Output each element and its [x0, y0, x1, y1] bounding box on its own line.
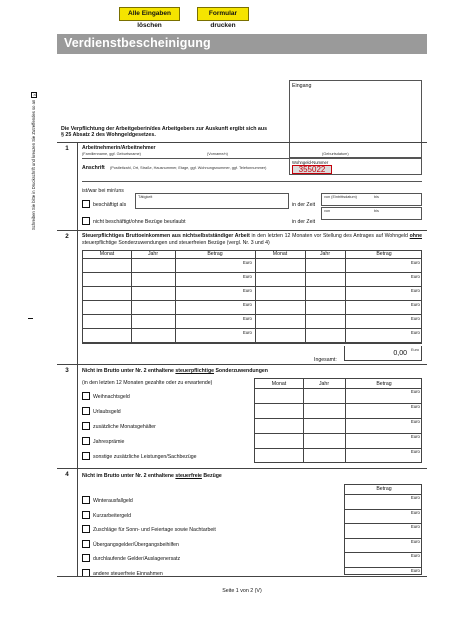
employment-period-field[interactable]	[321, 193, 422, 206]
table-row	[83, 286, 421, 287]
grid-col-line	[345, 379, 346, 462]
bonus-item-checkbox[interactable]	[82, 422, 90, 430]
legal-notice: Die Verpflichtung der Arbeitgeberin/des Arbeitgebers zur Auskunft ergibt sich aus § 25 Absatz 2 des Wohngeldgesetzes.	[61, 126, 268, 139]
table-row	[83, 314, 421, 315]
col-amount-2: Betrag	[376, 251, 392, 257]
currency-label: Euro	[411, 567, 420, 573]
from-hint: von	[324, 209, 331, 213]
job-title-field[interactable]	[135, 193, 289, 209]
section-2-number: 2	[65, 233, 69, 240]
sample-checkbox-mark: X	[31, 93, 37, 97]
housing-benefit-number-field[interactable]: 355022	[292, 165, 332, 174]
section-2-text-a: Steuerpflichtiges Bruttoeinkommen aus nichtselbstständiger Arbeit	[82, 233, 250, 239]
col-amount-1: Betrag	[207, 251, 223, 257]
currency-label: Euro	[411, 524, 420, 529]
surname-hint: (Familienname, ggf. Geburtsname)	[82, 152, 141, 156]
table-row	[255, 433, 421, 434]
currency-label: Euro	[411, 260, 420, 265]
grid-col-line	[345, 251, 346, 343]
table-row	[83, 300, 421, 301]
bonus-item-label: Jahresprämie	[93, 439, 125, 445]
print-form-button[interactable]: Formular drucken	[197, 7, 249, 21]
housing-benefit-number-label: Wohngeld-Nummer	[292, 160, 329, 165]
currency-label: Euro	[411, 419, 420, 424]
section-3-margin-line	[77, 364, 78, 468]
table-row	[83, 258, 421, 259]
employed-as-checkbox[interactable]	[82, 200, 90, 208]
form-end-divider	[57, 576, 427, 577]
tax-free-table	[344, 484, 422, 575]
table-row	[345, 494, 421, 495]
bonus-col-amount: Betrag	[376, 381, 392, 387]
period-label-2: in der Zeit	[292, 219, 316, 225]
section-4-title	[82, 473, 222, 479]
currency-label: Euro	[411, 538, 420, 544]
grid-col-line	[305, 251, 306, 343]
currency-label: Euro	[411, 302, 420, 307]
currency-label: Euro	[243, 316, 252, 321]
bonus-item-checkbox[interactable]	[82, 452, 90, 460]
first-name-hint: (Vorname/n)	[207, 152, 228, 156]
table-row	[83, 328, 421, 329]
section-4-title-a: Nicht im Brutto unter Nr. 2 enthaltene	[82, 473, 176, 479]
receipt-stamp-box	[289, 80, 422, 158]
currency-label: Euro	[411, 316, 420, 321]
table-row	[345, 567, 421, 568]
table-row	[255, 448, 421, 449]
sidebar-instruction	[28, 42, 40, 242]
leave-period-field[interactable]	[321, 207, 422, 220]
section-3-number: 3	[65, 367, 69, 374]
tax-free-item-checkbox[interactable]	[82, 525, 90, 533]
grid-col-line	[131, 251, 132, 343]
grid-col-line	[303, 379, 304, 462]
section-4-number: 4	[65, 471, 69, 478]
page-title: Verdienstbescheinigung	[64, 36, 211, 50]
employee-heading: Arbeitnehmerin/Arbeitnehmer	[82, 145, 156, 151]
bonus-table	[254, 378, 422, 463]
tax-free-item-checkbox[interactable]	[82, 511, 90, 519]
currency-label: Euro	[411, 509, 420, 515]
currency-label: Euro	[411, 404, 420, 409]
grid-col-line	[255, 251, 256, 343]
currency-label: Euro	[243, 302, 252, 307]
section-2-text-c: ohne	[409, 233, 423, 239]
bonus-item-label: Urlaubsgeld	[93, 409, 121, 415]
total-amount-value: 0,00	[393, 350, 407, 357]
section-1-number: 1	[65, 145, 69, 152]
section-3-title	[82, 368, 268, 374]
bonus-item-checkbox[interactable]	[82, 407, 90, 415]
table-row	[83, 272, 421, 273]
section-4-divider	[57, 468, 427, 469]
currency-label: Euro	[243, 274, 252, 279]
employed-intro: ist/war bei mir/uns	[82, 188, 124, 194]
bonus-item-checkbox[interactable]	[82, 392, 90, 400]
title-bar	[57, 34, 427, 54]
section-2-text-d: steuerpflichtige Sonderzuwendungen und steuerfreien Bezüge (vergl. Nr. 3 und 4)	[82, 239, 270, 246]
page-number: Seite 1 von 2 (V)	[222, 588, 262, 594]
section-3-title-b: steuerpflichtige	[175, 368, 215, 374]
tax-free-item-label: Kurzarbeitergeld	[93, 512, 132, 519]
col-year-1: Jahr	[147, 251, 159, 257]
tax-free-item-checkbox[interactable]	[82, 554, 90, 562]
section-2-text-b: in den letzten 12 Monaten vor Stellung des Antrages auf Wohngeld	[249, 233, 410, 239]
col-month-1: Monat	[99, 251, 115, 257]
fold-mark	[28, 318, 33, 319]
currency-label: Euro	[411, 553, 420, 558]
bonus-col-month: Monat	[271, 381, 287, 387]
currency-label: Euro	[411, 274, 420, 279]
bonus-item-label: Weihnachtsgeld	[93, 394, 130, 400]
grid-col-line	[175, 251, 176, 343]
address-label: Anschrift	[82, 165, 105, 171]
income-table	[82, 250, 422, 344]
job-title-hint: Tätigkeit	[138, 195, 153, 199]
section-3-title-c: Sonderzuwendungen	[214, 368, 268, 374]
employed-as-label: beschäftigt als	[93, 202, 127, 208]
table-row	[255, 403, 421, 404]
tax-free-item-checkbox[interactable]	[82, 496, 90, 504]
table-row	[345, 509, 421, 510]
section-3-title-a: Nicht im Brutto unter Nr. 2 enthaltene	[82, 368, 176, 374]
bonus-item-label: sonstige zusätzliche Leistungen/Sachbezüge	[93, 454, 197, 460]
name-field[interactable]	[82, 158, 422, 159]
table-row	[345, 552, 421, 553]
section-2-divider	[57, 230, 427, 231]
clear-all-button[interactable]: Alle Eingaben löschen	[119, 7, 180, 21]
tax-free-item-label: Winterausfallgeld	[93, 498, 133, 504]
table-row	[345, 523, 421, 524]
tax-free-item-checkbox[interactable]	[82, 540, 90, 548]
bonus-col-year: Jahr	[318, 381, 330, 387]
section-2-description	[82, 233, 422, 246]
table-row	[255, 418, 421, 419]
sidebar-instruction-text: Schreiben Sie bitte in Druckschrift und kreuzen Sie Zutreffendes so an	[31, 99, 36, 230]
bonus-item-checkbox[interactable]	[82, 437, 90, 445]
currency-label: Euro	[411, 495, 420, 500]
section-3-divider	[57, 364, 427, 365]
total-label: Ingesamt:	[314, 357, 337, 363]
currency-label: Euro	[243, 288, 252, 293]
address-hint: (Postleitzahl, Ort, Straße, Hausnummer, Etage, ggf. Wohnungsnummer, ggf. Telefonnummer)	[110, 166, 267, 170]
tax-free-item-label: andere steuerfreie Einnahmen	[93, 570, 163, 577]
housing-benefit-number-box	[289, 158, 422, 175]
receipt-label: Eingang	[292, 83, 312, 89]
total-currency: Euro	[410, 348, 419, 352]
currency-label: Euro	[411, 288, 420, 293]
until-hint-2: bis	[374, 209, 379, 213]
currency-label: Euro	[411, 449, 420, 454]
section-3-subtitle: (in den letzten 12 Monaten gezahlte oder zu erwartende)	[82, 380, 213, 386]
section-4-title-c: Bezüge	[201, 473, 222, 479]
tax-free-item-label: durchlaufende Gelder/Auslagenersatz	[93, 556, 181, 562]
from-entry-date-hint: von (Eintrittsdatum)	[324, 195, 357, 199]
not-employed-label: nicht beschäftigt/ohne Bezüge beurlaubt	[93, 219, 186, 225]
currency-label: Euro	[411, 389, 420, 394]
total-amount-field[interactable]	[344, 346, 422, 361]
tax-free-col-amount: Betrag	[376, 486, 392, 492]
table-row	[345, 538, 421, 539]
until-hint-1: bis	[374, 195, 379, 199]
form-sheet	[57, 34, 427, 594]
section-1-divider	[57, 142, 427, 143]
currency-label: Euro	[411, 330, 420, 335]
col-year-2: Jahr	[319, 251, 331, 257]
col-month-2: Monat	[272, 251, 288, 257]
currency-label: Euro	[411, 434, 420, 439]
tax-free-item-label: Übergangsgelder/Übergangsbeihilfen	[93, 541, 179, 548]
section-4-title-b: steuerfreie	[175, 473, 202, 479]
table-row	[83, 342, 421, 343]
birthdate-hint: (Geburtsdatum)	[322, 152, 349, 156]
currency-label: Euro	[243, 330, 252, 335]
section-4-margin-line	[77, 468, 78, 576]
currency-label: Euro	[243, 260, 252, 265]
not-employed-checkbox[interactable]	[82, 217, 90, 225]
address-field[interactable]	[82, 181, 422, 182]
section-2-margin-line	[77, 230, 78, 364]
tax-free-item-label: Zuschläge für Sonn- und Feiertage sowie Nachtarbeit	[93, 527, 216, 533]
table-row	[255, 388, 421, 389]
bonus-item-label: zusätzliche Monatsgehälter	[93, 424, 156, 430]
period-label-1: in der Zeit	[292, 202, 316, 208]
